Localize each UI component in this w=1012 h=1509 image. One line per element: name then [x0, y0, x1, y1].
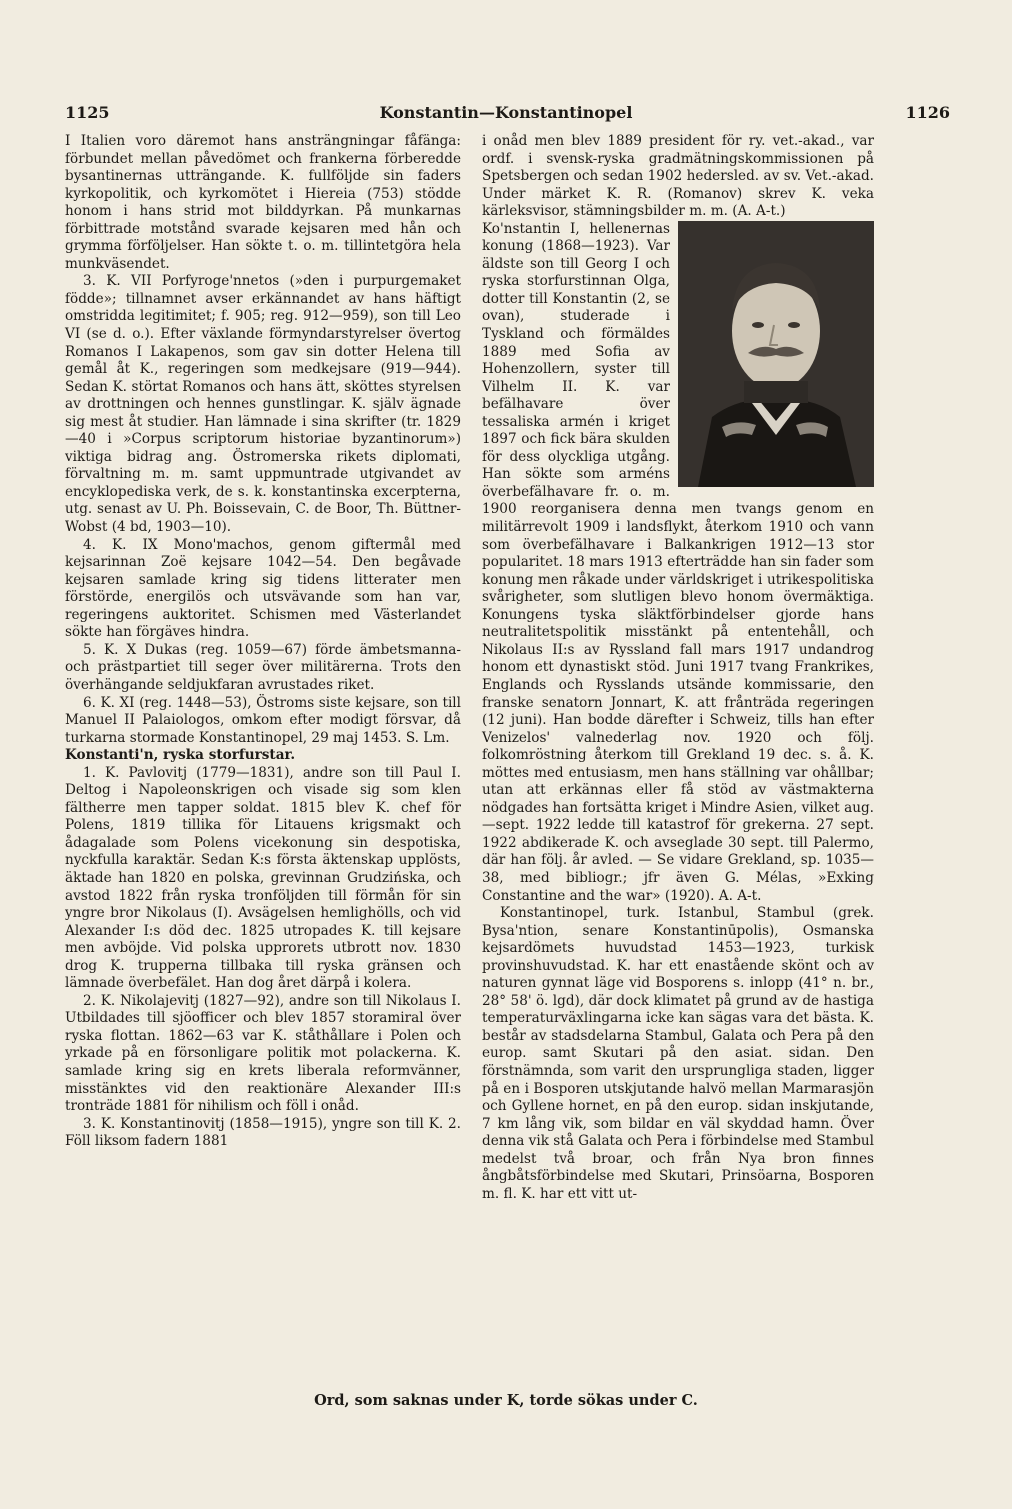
paragraph: 3. K. VII Porfyroge'nnetos (»den i purpurgemaket födde»; tillnamnet avser erkännandet av hans häftigt omstridda legitimitet; f. 905; reg. 912—959), son till Leo VI (se d. o.). Efter växlande förmyndarstyrelser övertog Romanos I Lakapenos, som gav sin dotter Helena till gemål åt K., regeringen som medkejsare (919—944). Sedan K. störtat Romanos och hans ätt, sköttes styrelsen av drottningen och hennes gunstlingar. K. själv ägnade sig mest åt studier. Han lämnade i sina skrifter (tr. 1829—40 i »Corpus scriptorum historiae byzantinorum») viktiga bidrag ang. Östromerska rikets diplomati, förvaltning m. m. samt uppmuntrade utgivandet av encyklopediska verk, de s. k. konstantinska excerpterna, utg. senast av U. Ph. Boissevain, C. de Boor, Th. Büttner-Wobst (4 bd, 1903—10).	[65, 273, 461, 536]
page-title: Konstantin—Konstantinopel	[379, 103, 633, 122]
left-page-number: 1125	[65, 103, 110, 122]
paragraph: i onåd men blev 1889 president för ry. vet.-akad., var ordf. i svensk-ryska gradmätningskommissionen på Spetsbergen och sedan 1902 hedersled. av sv. Vet.-akad. Under märket K. R. (Romanov) skrev K. veka kärleksvisor, stämningsbilder m. m. (A. A-t.)	[482, 133, 874, 220]
left-column	[65, 133, 461, 1151]
paragraph: 4. K. IX Mono'machos, genom giftermål med kejsarinnan Zoë kejsare 1042—54. Den begåvade kejsaren samlade kring sig tidens litterater men förstörde, energilös och utsvävande som han var, regeringens auktoritet. Schismen med Västerlandet sökte han förgäves hindra.	[65, 536, 461, 641]
portrait-photo	[678, 221, 874, 487]
paragraph: 5. K. X Dukas (reg. 1059—67) förde ämbetsmanna- och prästpartiet till seger över militärerna. Trots den överhängande seldjukfaran avrustades riket.	[65, 641, 461, 693]
page-footer: Ord, som saknas under K, torde sökas under C.	[314, 1392, 698, 1409]
paragraph: 1. K. Pavlovitj (1779—1831), andre son till Paul I. Deltog i Napoleonskrigen och visade sig som klen fältherre men tapper soldat. 1815 blev K. chef för Polens, 1819 tillika för Litauens krigsmakt och ådagalade som Polens vicekonung sin despotiska, nyckfulla karaktär. Sedan K:s första äktenskap upplösts, äktade han 1820 en polska, grevinnan Grudzińska, och avstod 1822 från ryska tronföljden till förmån för sin yngre bror Nikolaus (I). Avsägelsen hemlighölls, och vid Alexander I:s död dec. 1825 utropades K. till kejsare men avböjde. Vid polska upprorets utbrott nov. 1830 drog K. trupperna tillbaka till ryska gränsen och lämnade överbefälet. Han dog året därpå i kolera.	[65, 764, 461, 992]
paragraph: Konstantinopel, turk. Istanbul, Stambul (grek. Bysa'ntion, senare Konstantinūpolis), Osmanska kejsardömets huvudstad 1453—1923, turkisk provinshuvudstad. K. har ett enastående skönt och av naturen gynnat läge vid Bosporens s. inlopp (41° n. br., 28° 58' ö. lgd), där dock klimatet på grund av de hastiga temperaturväxlingarna icke kan sägas vara det bästa. K. består av stadsdelarna Stambul, Galata och Pera på den europ. samt Skutari på den asiat. sidan. Den förstnämnda, som varit den ursprungliga staden, ligger på en i Bosporen utskjutande halvö mellan Marmarasjön och Gyllene hornet, en på den europ. sidan inskjutande, 7 km lång vik, som bildar en väl skyddad hamn. Över denna vik stå Galata och Pera i förbindelse med Stambul medelst två broar, och från Nya bron finnes ångbåtsförbindelse med Skutari, Prinsöarna, Bosporen m. fl. K. har ett vitt ut-	[482, 905, 874, 1202]
paragraph: I Italien voro däremot hans ansträngningar fåfänga: förbundet mellan påvedömet och frankerna förberedde bysantinernas utträngande. K. fullföljde sin faders kyrkopolitik, och kyrkomötet i Hiereia (753) stödde honom i hans strid mot bilddyrkan. På munkarnas förbittrade motstånd svarade kejsaren med hån och grymma förföljelser. Han sökte t. o. m. tillintetgöra hela munkväsendet.	[65, 133, 461, 272]
paragraph: 3. K. Konstantinovitj (1858—1915), yngre son till K. 2. Föll liksom fadern 1881	[65, 1115, 461, 1150]
right-page-number: 1126	[905, 103, 950, 122]
paragraph: Ko'nstantin I, hellenernas konung (1868—1923). Var äldste son till Georg I och ryska storfurstinnan Olga, dotter till Konstantin (2, se ovan), studerade i Tyskland och förmäldes 1889 med Sofia av Hohenzollern, syster till Vilhelm II. K. var befälhavare över tessaliska armén i kriget 1897 och fick bära skulden för dess olyckliga utgång. Han sökte som arméns överbefälhavare fr. o. m. 1900 reorganisera denna men tvangs genom en militärrevolt 1909 i landsflykt, återkom 1910 och vann som överbefälhavare i Balkankrigen 1912—13 stor popularitet. 18 mars 1913 efterträdde han sin fader som konung men råkade under världskriget i utrikespolitiska svårigheter, som slutligen blevo honom övermäktiga. Konungens tyska släktförbindelser gjorde hans neutralitetspolitik misstänkt på ententehåll, och Nikolaus II:s av Ryssland fall mars 1917 undandrog honom ett dynastiskt stöd. Juni 1917 tvang Frankrikes, Englands och Rysslands utsände kommissarie, den franske senatorn Jonnart, K. att frånträda regeringen (12 juni). Han bodde därefter i Schweiz, tills han efter Venizelos' valnederlag nov. 1920 och följ. folkomröstning återkom till Grekland 19 dec. s. å. K. möttes med entusiasm, men hans ställning var ohållbar; utan att erkännas eller få stöd av västmakterna nödgades han fortsätta kriget i Mindre Asien, vilket aug.—sept. 1922 ledde till katastrof för grekerna. 27 sept. 1922 abdikerade K. och avseglade 30 sept. till Palermo, där han följ. år avled. — Se vidare Grekland, sp. 1035—38, med bibliogr.; jfr även G. Mélas, »Exking Constantine and the war» (1920). A. A-t.	[482, 220, 874, 904]
portrait-image	[678, 221, 874, 487]
paragraph: 2. K. Nikolajevitj (1827—92), andre son till Nikolaus I. Utbildades till sjöofficer och blev 1857 storamiral över ryska flottan. 1862—63 var K. ståthållare i Polen och yrkade på en försonligare politik mot polackerna. K. samlade kring sig en krets liberala reformvänner, misstänktes vid den reaktionäre Alexander III:s tronträde 1881 för nihilism och föll i onåd.	[65, 992, 461, 1115]
right-column	[482, 133, 874, 1203]
paragraph: 6. K. XI (reg. 1448—53), Östroms siste kejsare, son till Manuel II Palaiologos, omkom efter modigt försvar, då turkarna stormade Konstantinopel, 29 maj 1453. S. Lm.	[65, 694, 461, 746]
entry-heading: Konstanti'n, ryska storfurstar.	[65, 747, 296, 764]
